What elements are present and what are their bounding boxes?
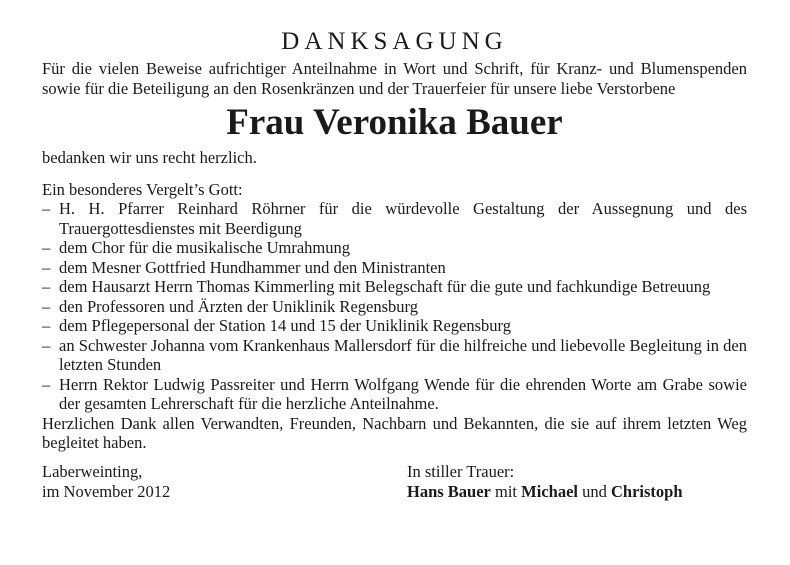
list-item [42, 199, 747, 238]
dash-bullet: – [42, 316, 51, 335]
date: im November 2012 [42, 481, 171, 501]
list-item-text: an Schwester Johanna vom Krankenhaus Mallersdorf für die hilfreiche und liebevolle Begleitung in den letzten Stunden [59, 335, 747, 374]
list-item [42, 258, 747, 278]
list-item [42, 277, 747, 297]
signature-joiner: und [582, 481, 607, 501]
list-item-text: dem Chor für die musikalische Umrahmung [59, 238, 350, 257]
signature-joiner: mit [495, 481, 518, 501]
list-item [42, 375, 747, 414]
place: Laberweinting, [42, 461, 143, 481]
list-item-text: den Professoren und Ärzten der Uniklinik Regensburg [59, 296, 418, 316]
closing-paragraph: Herzlichen Dank allen Verwandten, Freunden, Nachbarn und Bekannten, die sie auf ihrem letzten Weg begleitet haben. [42, 413, 747, 452]
list-item-text: H. H. Pfarrer Reinhard Röhrner für die würdevolle Gestaltung der Aussegnung und des Trauergottesdienstes mit Beerdigung [59, 199, 747, 238]
signature-name-hans: Hans Bauer [407, 481, 491, 501]
signature-name-christoph: Christoph [610, 481, 683, 501]
mourners [407, 462, 747, 502]
signature-name-michael: Michael [521, 481, 578, 501]
list-item-text: dem Pflegepersonal der Station 14 und 15 der Uniklinik Regensburg [59, 316, 511, 335]
deceased-name: Frau Veronika Bauer [226, 102, 563, 143]
dash-bullet: – [42, 277, 51, 296]
list-item [42, 336, 747, 375]
dash-bullet: – [42, 296, 51, 316]
dash-bullet: – [42, 374, 51, 394]
list-item-text: Herrn Rektor Ludwig Passreiter und Herrn Wolfgang Wende für die ehrenden Worte am Grabe sowie der gesamten Lehrerschaft für die herzliche Anteilnahme. [59, 374, 747, 413]
dash-bullet: – [42, 335, 51, 355]
thanks-list [42, 199, 747, 414]
spacer [42, 168, 747, 180]
thanks-line: bedanken wir uns recht herzlich. [42, 148, 257, 167]
signature-names [407, 482, 747, 502]
list-item [42, 238, 747, 258]
list-item [42, 297, 747, 317]
list-item-text: dem Mesner Gottfried Hundhammer und den Ministranten [59, 257, 446, 277]
signature-block [42, 462, 747, 502]
place-date [42, 462, 342, 502]
special-thanks-heading: Ein besonderes Vergelt’s Gott: [42, 179, 243, 199]
list-item [42, 316, 747, 336]
dash-bullet: – [42, 257, 51, 277]
mourning-label: In stiller Trauer: [407, 461, 515, 481]
intro-paragraph: Für die vielen Beweise aufrichtiger Anteilnahme in Wort und Schrift, für Kranz- und Blumenspenden sowie für die Beteiligung an den Rosenkränzen und der Trauerfeier für unsere liebe Verstorbene [42, 59, 747, 98]
dash-bullet: – [42, 238, 51, 257]
notice-title: DANKSAGUNG [281, 28, 508, 55]
list-item-text: dem Hausarzt Herrn Thomas Kimmerling mit Belegschaft für die gute und fachkundige Betreuung [59, 277, 711, 296]
dash-bullet: – [42, 199, 51, 218]
